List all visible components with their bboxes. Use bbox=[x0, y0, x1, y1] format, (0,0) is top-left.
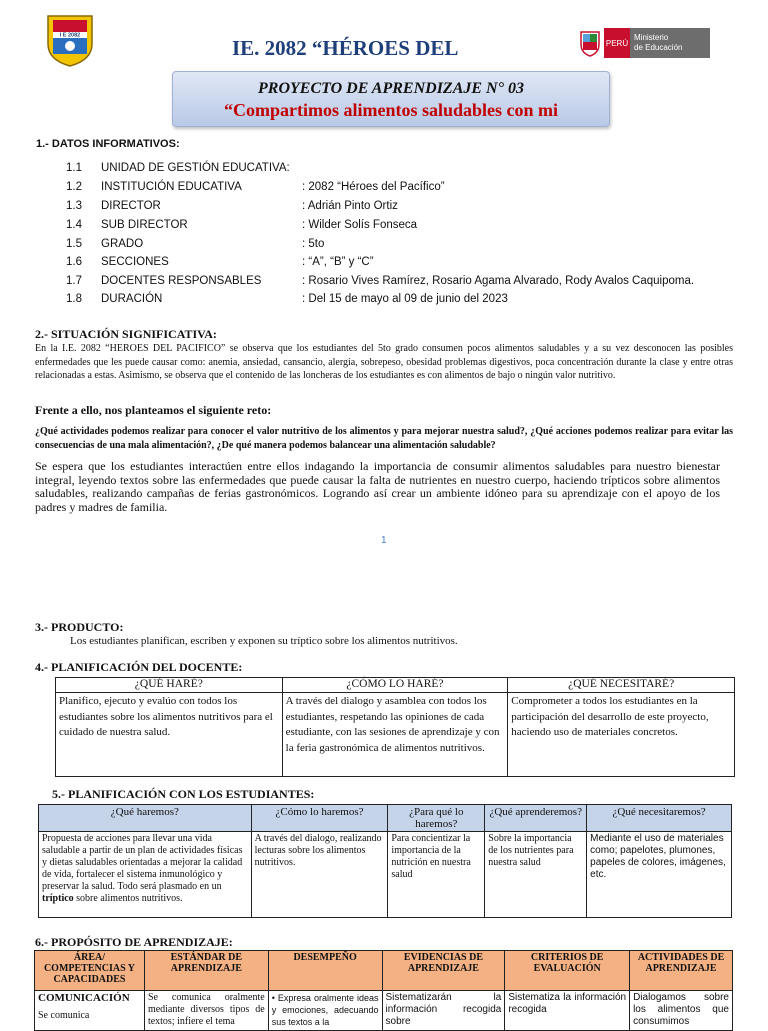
table-header-cell: ¿Cómo lo haremos? bbox=[251, 805, 388, 832]
section-datos-title: 1.- DATOS INFORMATIVOS: bbox=[36, 138, 180, 150]
table-header-cell: ¿Qué aprenderemos? bbox=[485, 805, 587, 832]
dato-value: : 2082 “Héroes del Pacífico” bbox=[302, 181, 445, 193]
table-header-row bbox=[39, 805, 732, 832]
table-cell: Se comunica oralmente mediante diversos tipos de textos; infiere el tema bbox=[144, 991, 268, 1031]
project-title: “Compartimos alimentos saludables con mi bbox=[223, 100, 558, 120]
ministerio-logo bbox=[578, 27, 710, 59]
dato-num: 1.7 bbox=[66, 275, 82, 287]
table-cell: Mediante el uso de materiales como; papelotes, plumones, papeles de colores, imágenes, etc. bbox=[587, 832, 732, 918]
dato-num: 1.1 bbox=[66, 162, 82, 174]
table-cell bbox=[39, 832, 252, 918]
dato-num: 1.6 bbox=[66, 256, 82, 268]
table-header-cell: ACTIVIDADES DE APRENDIZAJE bbox=[630, 951, 733, 991]
area-sub: Se comunica bbox=[38, 1010, 90, 1021]
table-cell: Sistematiza la información recogida bbox=[505, 991, 630, 1031]
proposito-table bbox=[34, 950, 733, 1031]
table-cell: • Expresa oralmente ideas y emociones, adecuando sus textos a la bbox=[268, 991, 382, 1031]
table-header-cell: ÁREA/ COMPETENCIAS Y CAPACIDADES bbox=[35, 951, 145, 991]
area-name: COMUNICACIÓN bbox=[38, 992, 130, 1004]
dato-label: UNIDAD DE GESTIÓN EDUCATIVA: bbox=[101, 162, 290, 174]
section-proposito-title: 6.- PROPÓSITO DE APRENDIZAJE: bbox=[35, 935, 233, 949]
table-header-cell: ¿CÓMO LO HARÉ? bbox=[282, 678, 508, 693]
dato-label: DIRECTOR bbox=[101, 200, 161, 212]
situacion-paragraph: En la I.E. 2082 “HEROES DEL PACIFICO” se observa que los estudiantes del 5to grado consumen pocos alimentos saludables y a su vez desconocen las posibles enfermedades que les puede causar como: anemia, ansiedad, cansancio, alergia, sobrepeso, obesidad problemas digestivos, poca concentración durante la clase y entre otras relacionadas a estas. Asimismo, se observa que el contenido de las loncheras de los estudiantes es con alimentos de bajo o ningún valor nutritivo. bbox=[35, 343, 733, 381]
dato-label: DURACIÓN bbox=[101, 293, 163, 305]
table-row bbox=[39, 832, 732, 918]
peru-shield-icon bbox=[578, 29, 602, 57]
table-header-cell: DESEMPEÑO bbox=[268, 951, 382, 991]
dato-label: SUB DIRECTOR bbox=[101, 219, 188, 231]
table-cell: Comprometer a todos los estudiantes en la participación del desarrollo de este proyecto, haciendo uso de materiales concretos. bbox=[508, 693, 735, 777]
producto-text: Los estudiantes planifican, escriben y exponen su tríptico sobre los alimentos nutritivos. bbox=[70, 635, 458, 647]
cell-text: Propuesta de acciones para llevar una vida saludable a partir de un plan de actividades físicas y dietas saludables orientadas a mejorar la calidad de vida, fortalecer el sistema inmunológico y preservar la salud. Todo será plasmado en un bbox=[42, 833, 243, 892]
dato-num: 1.4 bbox=[66, 219, 82, 231]
section-plan-estudiantes-title: 5.- PLANIFICACIÓN CON LOS ESTUDIANTES: bbox=[52, 787, 315, 801]
table-header-cell: EVIDENCIAS DE APRENDIZAJE bbox=[382, 951, 505, 991]
table-header-cell: CRITERIOS DE EVALUACIÓN bbox=[505, 951, 630, 991]
ministerio-label bbox=[630, 28, 710, 58]
cell-text: sobre alimentos nutritivos. bbox=[73, 893, 183, 904]
dato-value: : 5to bbox=[302, 238, 325, 250]
table-cell bbox=[35, 991, 145, 1031]
project-banner bbox=[172, 71, 610, 127]
table-cell: Planifico, ejecuto y evalúo con todos los estudiantes sobre los alimentos nutritivos para el cuidado de nuestra salud. bbox=[56, 693, 283, 777]
dato-value: : “A”, “B” y “C” bbox=[302, 256, 374, 268]
section-producto-title: 3.- PRODUCTO: bbox=[35, 620, 124, 634]
table-cell: Sistematizarán la información recogida sobre bbox=[382, 991, 505, 1031]
page-number: 1 bbox=[381, 535, 387, 546]
ministerio-line1: Ministerio bbox=[634, 33, 669, 42]
reto-questions: ¿Qué actividades podemos realizar para conocer el valor nutritivo de los alimentos y para mejorar nuestra salud?, ¿Qué acciones podemos realizar para evitar las consecuencias de una mala alimentación?, ¿De qué manera podemos balancear una alimentación saludable? bbox=[35, 426, 733, 451]
school-logo bbox=[44, 14, 96, 68]
ministerio-line2: de Educación bbox=[634, 43, 683, 52]
reto-title: Frente a ello, nos planteamos el siguiente reto: bbox=[35, 403, 272, 417]
dato-num: 1.8 bbox=[66, 293, 82, 305]
dato-value: : Del 15 de mayo al 09 de junio del 2023 bbox=[302, 293, 508, 305]
dato-label: INSTITUCIÓN EDUCATIVA bbox=[101, 181, 242, 193]
dato-value: : Adrián Pinto Ortiz bbox=[302, 200, 398, 212]
section-plan-docente-title: 4.- PLANIFICACIÓN DEL DOCENTE: bbox=[35, 660, 243, 674]
table-cell: Para concientizar la importancia de la nutrición en nuestra salud bbox=[388, 832, 485, 918]
table-cell: Dialogamos sobre los alimentos que consumimos bbox=[630, 991, 733, 1031]
table-header-cell: ¿QUÉ HARÉ? bbox=[56, 678, 283, 693]
table-row bbox=[35, 991, 733, 1031]
table-header-row bbox=[56, 678, 735, 693]
dato-value: : Wilder Solís Fonseca bbox=[302, 219, 418, 231]
table-header-row bbox=[35, 951, 733, 991]
peru-label: PERÚ bbox=[604, 28, 630, 58]
table-header-cell: ¿Qué haremos? bbox=[39, 805, 252, 832]
table-header-cell: ¿Para qué lo haremos? bbox=[388, 805, 485, 832]
dato-label: DOCENTES RESPONSABLES bbox=[101, 275, 262, 287]
table-row bbox=[56, 693, 735, 777]
situacion-expected: Se espera que los estudiantes interactúen entre ellos indagando la importancia de consumir alimentos saludables para nuestro bienestar integral, leyendo textos sobre las enfermedades que puede causar la falta de nutrientes en nuestro cuerpo, haciendo trípticos sobre alimentos saludables, realizando campañas de ferias gastronómicos. Logrando así crear un ambiente idóneo para su aprendizaje con el apoyo de los padres y madres de familia. bbox=[35, 459, 720, 514]
section-situacion-title: 2.- SITUACIÓN SIGNIFICATIVA: bbox=[35, 327, 217, 341]
table-cell: Sobre la importancia de los nutrientes para nuestra salud bbox=[485, 832, 587, 918]
school-logo-text: I E 2082 bbox=[59, 32, 81, 39]
cell-text-bold: tríptico bbox=[42, 893, 74, 904]
table-header-cell: ¿QUÉ NECESITARÉ? bbox=[508, 678, 735, 693]
table-header-cell: ¿Qué necesitaremos? bbox=[587, 805, 732, 832]
table-cell: A través del dialogo, realizando lecturas sobre los alimentos nutritivos. bbox=[251, 832, 388, 918]
dato-label: GRADO bbox=[101, 238, 144, 250]
plan-estudiantes-table bbox=[38, 804, 732, 918]
dato-label: SECCIONES bbox=[101, 256, 169, 268]
project-number: PROYECTO DE APRENDIZAJE N° 03 bbox=[258, 80, 524, 97]
plan-docente-table bbox=[55, 677, 735, 777]
table-cell: A través del dialogo y asamblea con todos los estudiantes, respetando las opiniones de cada estudiante, con las sesiones de aprendizaje y con la feria gastronómica de alimentos nutritivos. bbox=[282, 693, 508, 777]
dato-value: : Rosario Vives Ramírez, Rosario Agama Alvarado, Rody Avalos Caquipoma. bbox=[302, 275, 695, 287]
dato-num: 1.5 bbox=[66, 238, 82, 250]
dato-num: 1.2 bbox=[66, 181, 82, 193]
dato-num: 1.3 bbox=[66, 200, 82, 212]
table-header-cell: ESTÁNDAR DE APRENDIZAJE bbox=[144, 951, 268, 991]
school-title: IE. 2082 “HÉROES DEL bbox=[232, 36, 459, 60]
